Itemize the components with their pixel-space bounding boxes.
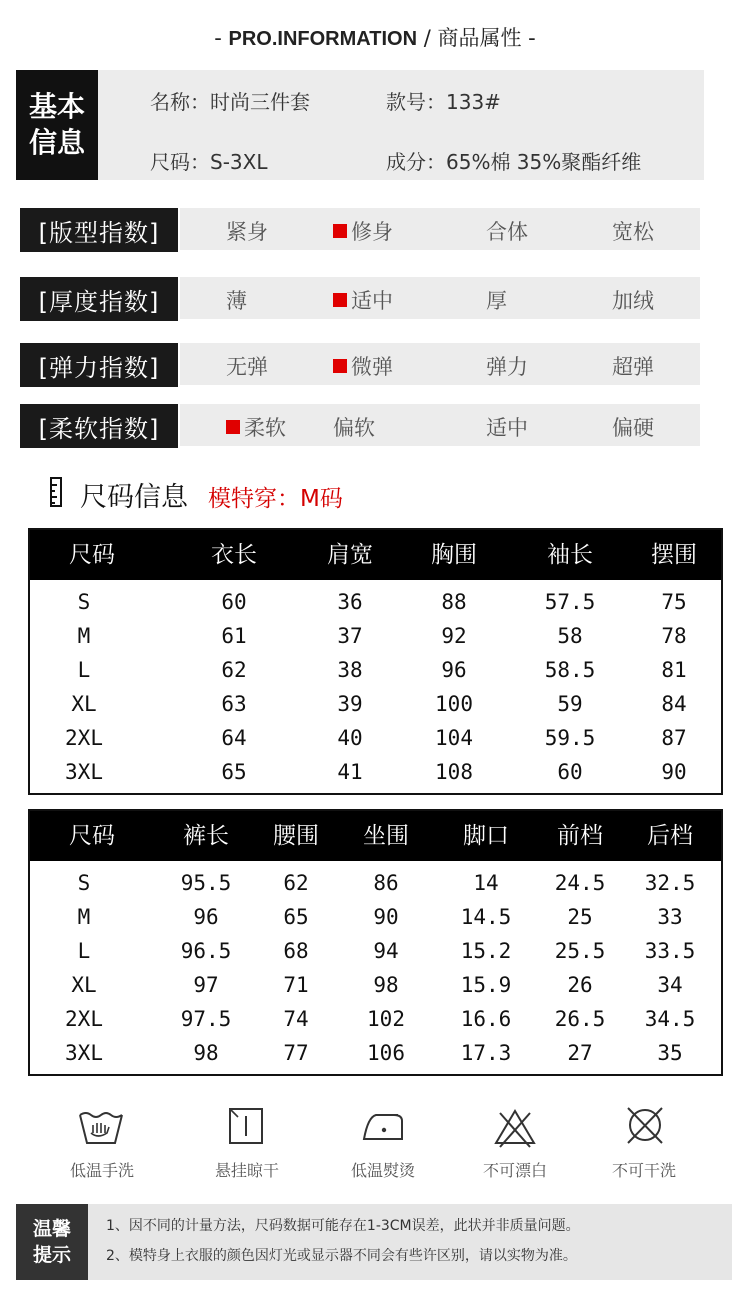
table-cell: 68 xyxy=(283,939,309,963)
table-cell: 62 xyxy=(283,871,309,895)
selected-marker-icon xyxy=(333,359,347,373)
index-option xyxy=(226,285,247,315)
table-cell: 61 xyxy=(221,624,247,648)
top-size-table xyxy=(28,528,723,795)
table-cell: 34 xyxy=(657,973,683,997)
index-option xyxy=(612,216,654,246)
tips-label xyxy=(16,1204,88,1280)
care-label-no-dry-clean: 不可干洗 xyxy=(611,1161,677,1180)
index-option-label: 宽松 xyxy=(612,220,654,244)
table-cell: 98 xyxy=(193,1041,219,1065)
index-label: [版型指数] xyxy=(20,208,178,252)
index-option xyxy=(486,285,507,315)
table-cell: 27 xyxy=(567,1041,593,1065)
table-cell: 34.5 xyxy=(644,1007,696,1031)
table-header-cell: 尺码 xyxy=(69,542,115,568)
no-dry-clean-icon xyxy=(620,1103,670,1153)
size-cell: XL xyxy=(71,973,97,997)
table-cell: 96 xyxy=(193,905,219,929)
index-option xyxy=(333,285,393,315)
table-cell: 59 xyxy=(557,692,583,716)
size-cell: 2XL xyxy=(65,1007,103,1031)
table-cell: 98 xyxy=(373,973,399,997)
table-cell: 60 xyxy=(557,760,583,784)
table-cell: 26 xyxy=(567,973,593,997)
table-header-cell: 袖长 xyxy=(547,542,593,568)
selected-marker-icon xyxy=(333,293,347,307)
care-label-hand-wash: 低温手洗 xyxy=(69,1161,135,1180)
index-label: [厚度指数] xyxy=(20,277,178,321)
table-cell: 40 xyxy=(337,726,363,750)
table-cell: 14.5 xyxy=(460,905,512,929)
size-cell: 3XL xyxy=(65,760,103,784)
table-cell: 63 xyxy=(221,692,247,716)
header-dash-right: - xyxy=(528,26,536,50)
table-cell: 33 xyxy=(657,905,683,929)
index-option-label: 无弹 xyxy=(226,355,268,379)
index-option-label: 紧身 xyxy=(226,220,268,244)
basic-info-label-line2: 信息 xyxy=(28,126,85,159)
table-header-cell: 胸围 xyxy=(431,542,477,568)
table-cell: 17.3 xyxy=(460,1041,512,1065)
table-cell: 102 xyxy=(367,1007,405,1031)
table-cell: 64 xyxy=(221,726,247,750)
table-cell: 60 xyxy=(221,590,247,614)
index-option-label: 修身 xyxy=(351,220,393,244)
size-range: 尺码：S-3XL xyxy=(150,150,268,174)
care-label-low-iron: 低温熨烫 xyxy=(350,1161,416,1180)
table-header-cell: 肩宽 xyxy=(327,542,373,568)
header-dash-left: - xyxy=(214,26,222,50)
size-cell: S xyxy=(77,590,91,614)
table-cell: 58 xyxy=(557,624,583,648)
hang-dry-icon xyxy=(222,1103,272,1153)
table-cell: 77 xyxy=(283,1041,309,1065)
table-cell: 94 xyxy=(373,939,399,963)
size-cell: M xyxy=(77,905,91,929)
index-option-label: 超弹 xyxy=(612,355,654,379)
index-option-label: 加绒 xyxy=(612,289,654,313)
index-option-label: 合体 xyxy=(486,220,528,244)
header-title-en: PRO.INFORMATION xyxy=(228,28,418,50)
index-option xyxy=(612,351,654,381)
index-option-label: 适中 xyxy=(486,416,528,440)
table-cell: 104 xyxy=(435,726,473,750)
selected-marker-icon xyxy=(226,420,240,434)
table-cell: 38 xyxy=(337,658,363,682)
index-option-label: 柔软 xyxy=(244,416,286,440)
size-cell: XL xyxy=(71,692,97,716)
index-option xyxy=(486,412,528,442)
table-header-cell: 尺码 xyxy=(69,823,115,849)
table-cell: 88 xyxy=(441,590,467,614)
table-cell: 58.5 xyxy=(544,658,596,682)
pants-table-header xyxy=(30,811,721,861)
table-cell: 86 xyxy=(373,871,399,895)
size-cell: S xyxy=(77,871,91,895)
table-header-cell: 裤长 xyxy=(183,823,229,849)
table-header-cell: 腰围 xyxy=(273,823,319,849)
table-cell: 62 xyxy=(221,658,247,682)
hand-wash-icon xyxy=(76,1103,126,1153)
index-option xyxy=(612,285,654,315)
table-cell: 25.5 xyxy=(554,939,606,963)
table-cell: 37 xyxy=(337,624,363,648)
table-cell: 32.5 xyxy=(644,871,696,895)
no-bleach-icon xyxy=(490,1103,540,1153)
selected-marker-icon xyxy=(333,224,347,238)
index-option-label: 适中 xyxy=(351,289,393,313)
table-cell: 35 xyxy=(657,1041,683,1065)
index-option xyxy=(226,412,286,442)
table-cell: 14 xyxy=(473,871,499,895)
table-cell: 74 xyxy=(283,1007,309,1031)
ruler-icon xyxy=(50,477,62,507)
table-cell: 57.5 xyxy=(544,590,596,614)
basic-info-label-line1: 基本 xyxy=(28,90,85,123)
table-cell: 96.5 xyxy=(180,939,232,963)
index-option xyxy=(333,351,393,381)
index-option-label: 厚 xyxy=(486,289,507,313)
table-cell: 71 xyxy=(283,973,309,997)
care-label-hang-dry: 悬挂晾干 xyxy=(214,1161,280,1180)
table-cell: 96 xyxy=(441,658,467,682)
table-cell: 26.5 xyxy=(554,1007,606,1031)
table-header-cell: 坐围 xyxy=(363,823,409,849)
table-cell: 41 xyxy=(337,760,363,784)
table-cell: 15.9 xyxy=(460,973,512,997)
size-cell: 2XL xyxy=(65,726,103,750)
table-header-cell: 前档 xyxy=(557,823,603,849)
table-cell: 97.5 xyxy=(180,1007,232,1031)
table-cell: 97 xyxy=(193,973,219,997)
index-option-label: 薄 xyxy=(226,289,247,313)
table-cell: 15.2 xyxy=(460,939,512,963)
top-table-header xyxy=(30,530,721,580)
table-cell: 106 xyxy=(367,1041,405,1065)
table-cell: 92 xyxy=(441,624,467,648)
table-cell: 25 xyxy=(567,905,593,929)
size-cell: 3XL xyxy=(65,1041,103,1065)
tip-line-2: 2、模特身上衣服的颜色因灯光或显示器不同会有些许区别，请以实物为准。 xyxy=(106,1248,577,1264)
table-cell: 33.5 xyxy=(644,939,696,963)
care-label-no-bleach: 不可漂白 xyxy=(482,1161,548,1180)
table-cell: 65 xyxy=(221,760,247,784)
index-option-label: 偏软 xyxy=(333,416,375,440)
model-wear-note: 模特穿：M码 xyxy=(208,486,343,512)
table-cell: 100 xyxy=(435,692,473,716)
table-cell: 39 xyxy=(337,692,363,716)
table-cell: 84 xyxy=(661,692,687,716)
tips-label-line2: 提示 xyxy=(32,1244,71,1266)
header-title-cn: / 商品属性 xyxy=(423,26,522,50)
table-cell: 108 xyxy=(435,760,473,784)
table-cell: 59.5 xyxy=(544,726,596,750)
table-header-cell: 摆围 xyxy=(651,542,697,568)
size-cell: L xyxy=(77,658,91,682)
index-option xyxy=(333,216,393,246)
size-section-title: 尺码信息 xyxy=(80,482,188,513)
tip-line-1: 1、因不同的计量方法，尺码数据可能存在1-3CM误差，此状并非质量问题。 xyxy=(106,1218,580,1234)
index-option-label: 弹力 xyxy=(486,355,528,379)
tips-label-line1: 温馨 xyxy=(32,1218,71,1240)
index-option xyxy=(612,412,654,442)
table-cell: 81 xyxy=(661,658,687,682)
pants-size-table xyxy=(28,809,723,1076)
table-cell: 16.6 xyxy=(460,1007,512,1031)
index-label: [弹力指数] xyxy=(20,343,178,387)
index-option-label: 微弹 xyxy=(351,355,393,379)
style-number: 款号：133# xyxy=(386,90,501,114)
page-header xyxy=(0,22,750,52)
index-option xyxy=(486,216,528,246)
table-cell: 78 xyxy=(661,624,687,648)
table-cell: 90 xyxy=(373,905,399,929)
table-cell: 75 xyxy=(661,590,687,614)
table-cell: 90 xyxy=(661,760,687,784)
table-cell: 65 xyxy=(283,905,309,929)
index-option xyxy=(486,351,528,381)
low-iron-icon xyxy=(358,1103,408,1153)
table-header-cell: 衣长 xyxy=(211,542,257,568)
size-cell: M xyxy=(77,624,91,648)
size-cell: L xyxy=(77,939,91,963)
table-header-cell: 后档 xyxy=(647,823,693,849)
material: 成分：65%棉 35%聚酯纤维 xyxy=(386,150,642,174)
table-cell: 87 xyxy=(661,726,687,750)
table-cell: 36 xyxy=(337,590,363,614)
index-option xyxy=(226,216,268,246)
basic-info-label xyxy=(16,70,98,180)
index-option xyxy=(333,412,375,442)
product-name: 名称：时尚三件套 xyxy=(150,90,310,114)
table-cell: 95.5 xyxy=(180,871,232,895)
table-cell: 24.5 xyxy=(554,871,606,895)
index-label: [柔软指数] xyxy=(20,404,178,448)
index-option xyxy=(226,351,268,381)
index-option-label: 偏硬 xyxy=(612,416,654,440)
table-header-cell: 脚口 xyxy=(463,823,509,849)
